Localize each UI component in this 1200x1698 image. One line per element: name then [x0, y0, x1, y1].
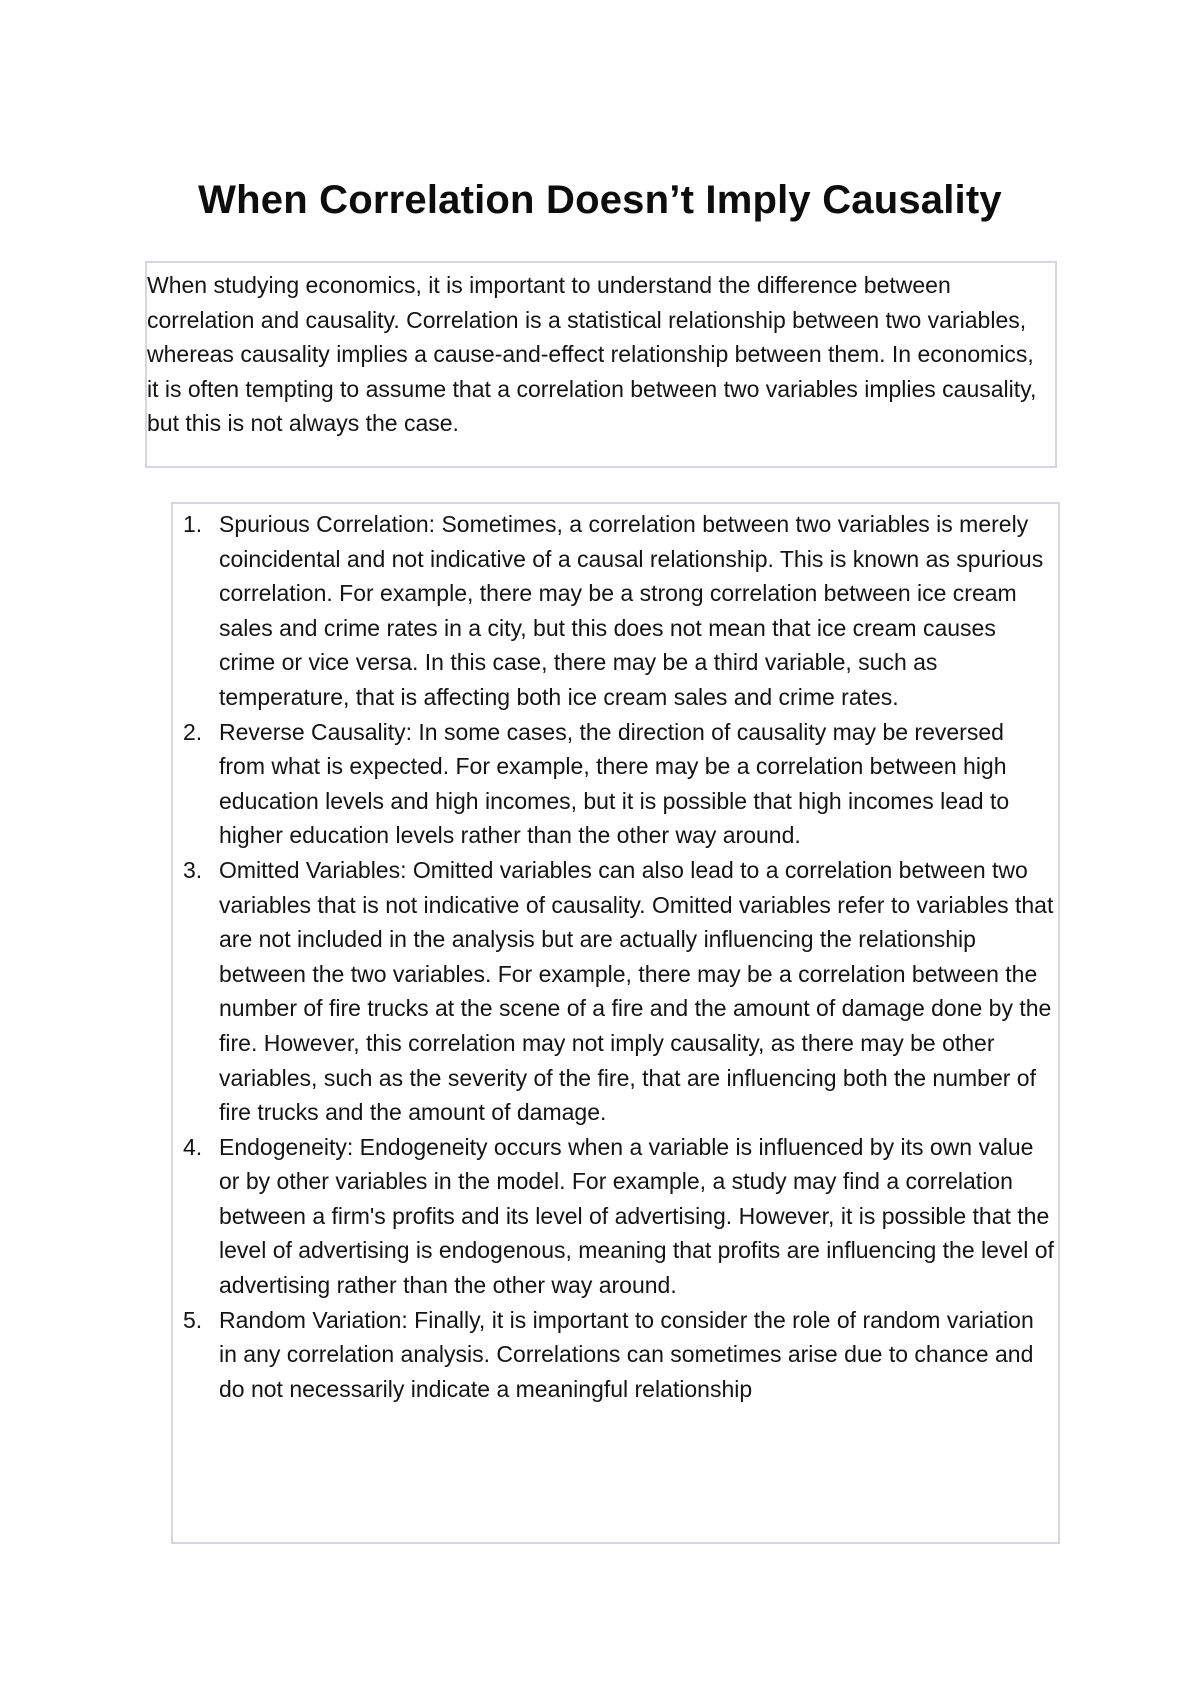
intro-text-box	[145, 261, 1057, 468]
list-item-number: 2.	[183, 718, 203, 745]
list-item	[173, 1303, 1054, 1407]
list-item	[173, 715, 1054, 853]
list-item-text: Omitted Variables: Omitted variables can also lead to a correlation between two variables that is not indicative of causality. Omitted variables refer to variables that are not included in the analysis but are actually influencing the relationship between the two variables. For example, there may be a correlation between the number of fire trucks at the scene of a fire and the amount of damage done by the fire. However, this correlation may not imply causality, as there may be other variables, such as the severity of the fire, that are influencing both the number of fire trucks and the amount of damage.	[219, 856, 1054, 1126]
numbered-list-box	[171, 502, 1060, 1544]
list-item-text: Spurious Correlation: Sometimes, a correlation between two variables is merely coincidental and not indicative of a causal relationship. This is known as spurious correlation. For example, there may be a strong correlation between ice cream sales and crime rates in a city, but this does not mean that ice cream causes crime or vice versa. In this case, there may be a third variable, such as temperature, that is affecting both ice cream sales and crime rates.	[219, 511, 1044, 710]
list-item-text: Endogeneity: Endogeneity occurs when a variable is influenced by its own value or by other variables in the model. For example, a study may find a correlation between a firm's profits and its level of advertising. However, it is possible that the level of advertising is endogenous, meaning that profits are influencing the level of advertising rather than the other way around.	[219, 1133, 1054, 1299]
list-item-text: Reverse Causality: In some cases, the direction of causality may be reversed from what is expected. For example, there may be a correlation between high education levels and high incomes, but it is possible that high incomes lead to higher education levels rather than the other way around.	[219, 718, 1010, 849]
numbered-list	[173, 507, 1054, 1406]
list-item-number: 4.	[183, 1133, 203, 1160]
intro-paragraph: When studying economics, it is important to understand the difference between correlation and causality. Correlation is a statistical relationship between two variables, whereas causality implies a cause-and-effect relationship between them. In economics, it is often tempting to assume that a correlation between two variables implies causality, but this is not always the case.	[147, 272, 1037, 436]
list-item-number: 3.	[183, 856, 203, 883]
list-item-number: 1.	[183, 511, 203, 537]
page-title: When Correlation Doesn’t Imply Causality	[198, 178, 1002, 222]
list-item	[173, 507, 1054, 715]
list-item	[173, 853, 1054, 1130]
list-item	[173, 1130, 1054, 1303]
list-item-text: Random Variation: Finally, it is important to consider the role of random variation in any correlation analysis. Correlations can sometimes arise due to chance and do not necessarily indicate a meaningful relationship	[219, 1306, 1034, 1402]
list-item-number: 5.	[183, 1306, 203, 1333]
